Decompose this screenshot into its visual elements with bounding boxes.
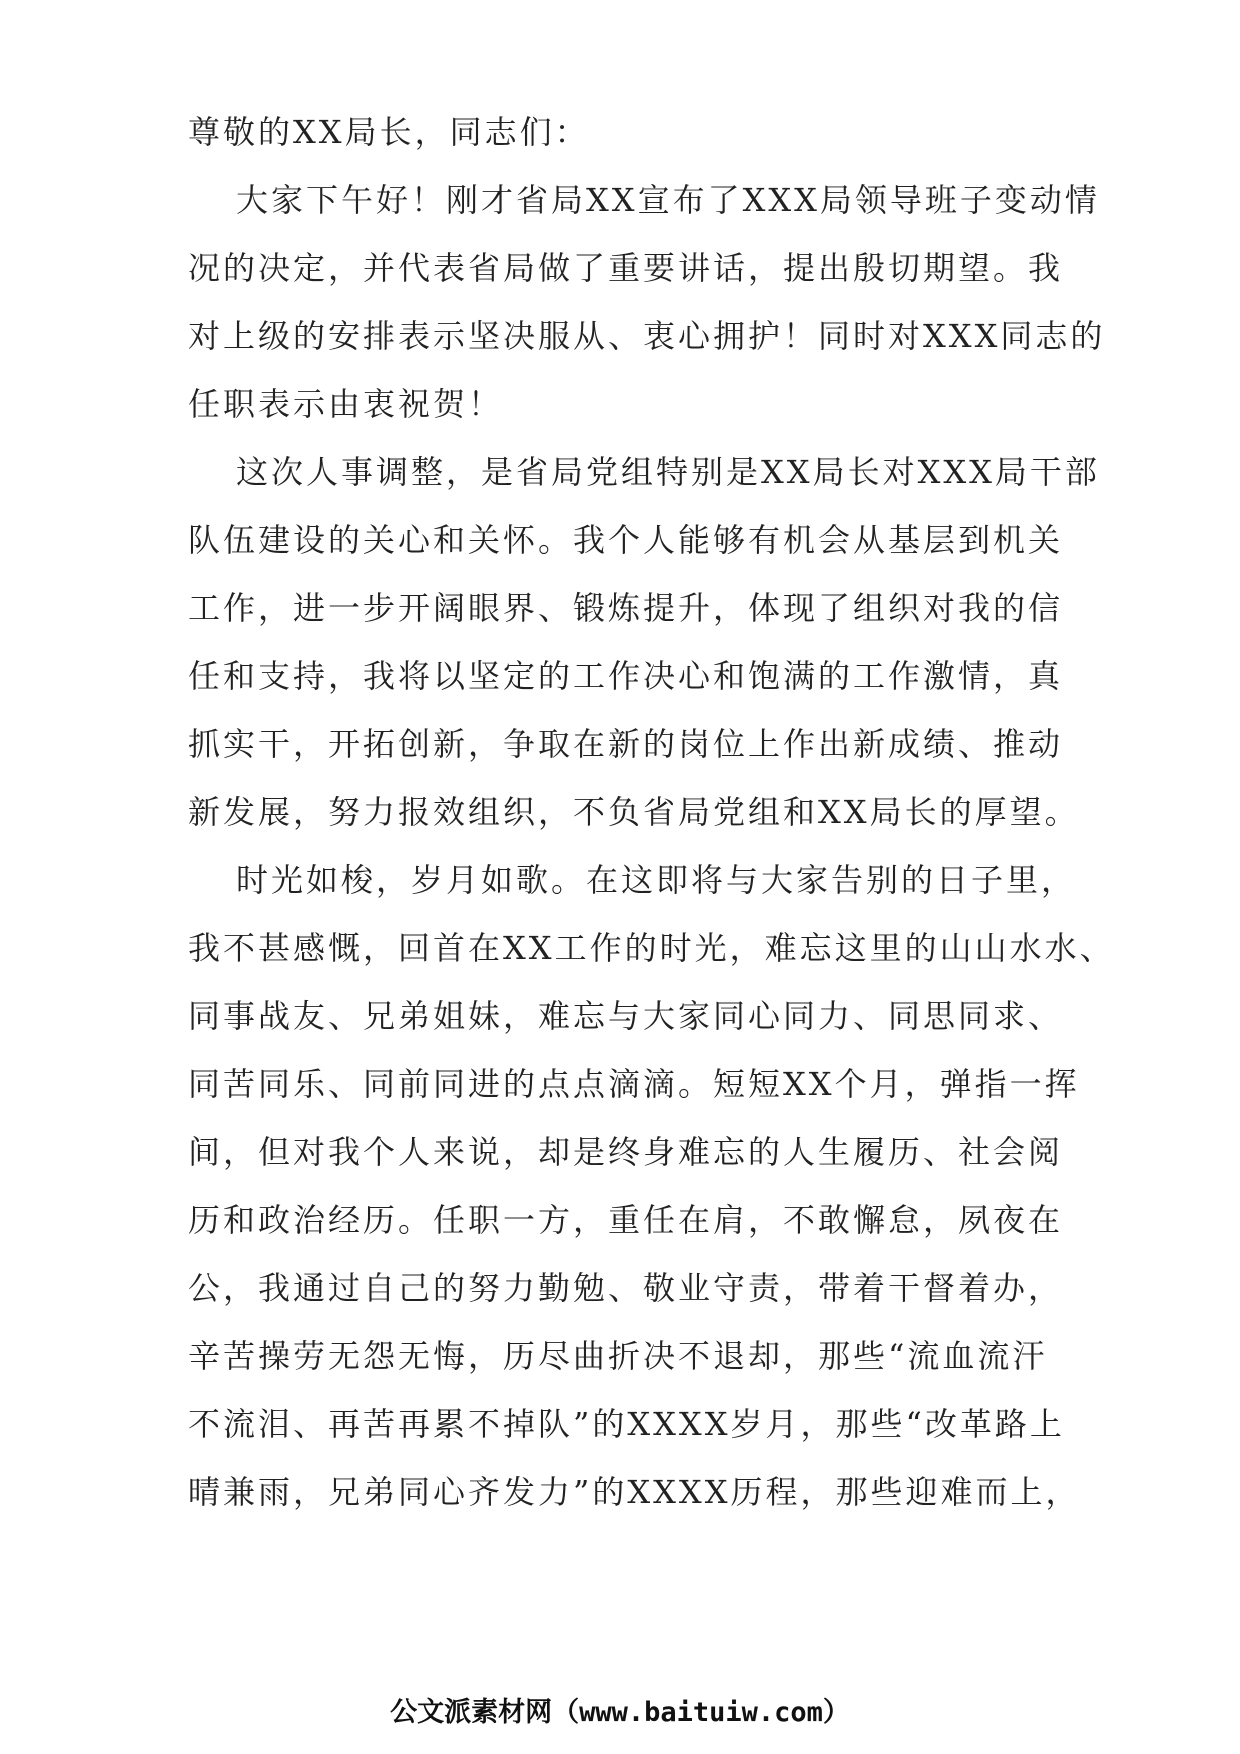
text-line: 抓实干，开拓创新，争取在新的岗位上作出新成绩、推动 [188,725,1064,763]
text-line: 公，我通过自己的努力勤勉、敬业守责，带着干督着办， [188,1269,1064,1307]
text-line: 任和支持，我将以坚定的工作决心和饱满的工作激情，真 [188,657,1064,695]
text-line: 这次人事调整，是省局党组特别是XX局长对XXX局干部 [236,453,1100,491]
text-line: 时光如梭，岁月如歌。在这即将与大家告别的日子里， [236,861,1077,899]
text-line: 大家下午好！刚才省局XX宣布了XXX局领导班子变动情 [236,181,1100,219]
text-line: 对上级的安排表示坚决服从、衷心拥护！同时对XXX同志的 [188,317,1106,355]
text-line: 我不甚感慨，回首在XX工作的时光，难忘这里的山山水水、 [188,929,1115,967]
text-line: 历和政治经历。任职一方，重任在肩，不敢懈怠，夙夜在 [188,1201,1064,1239]
text-line: 任职表示由衷祝贺！ [188,385,504,423]
text-line: 晴兼雨，兄弟同心齐发力”的XXXX历程，那些迎难而上， [188,1473,1081,1511]
footer-watermark: 公文派素材网（www.baituiw.com） [390,1697,850,1728]
text-line: 况的决定，并代表省局做了重要讲话，提出殷切期望。我 [188,249,1064,287]
text-line: 新发展，努力报效组织，不负省局党组和XX局长的厚望。 [188,793,1080,831]
text-line: 同苦同乐、同前同进的点点滴滴。短短XX个月，弹指一挥 [188,1065,1080,1103]
text-line: 不流泪、再苦再累不掉队”的XXXX岁月，那些“改革路上 [188,1405,1065,1443]
text-line: 间，但对我个人来说，却是终身难忘的人生履历、社会阅 [188,1133,1064,1171]
text-line: 辛苦操劳无怨无悔，历尽曲折决不退却，那些“流血流汗 [188,1337,1048,1375]
text-line: 同事战友、兄弟姐妹，难忘与大家同心同力、同思同求、 [188,997,1064,1035]
text-line: 队伍建设的关心和关怀。我个人能够有机会从基层到机关 [188,521,1064,559]
text-line: 尊敬的XX局长，同志们： [188,113,590,151]
speech-body [188,98,1115,1526]
text-line: 工作，进一步开阔眼界、锻炼提升，体现了组织对我的信 [188,589,1064,627]
